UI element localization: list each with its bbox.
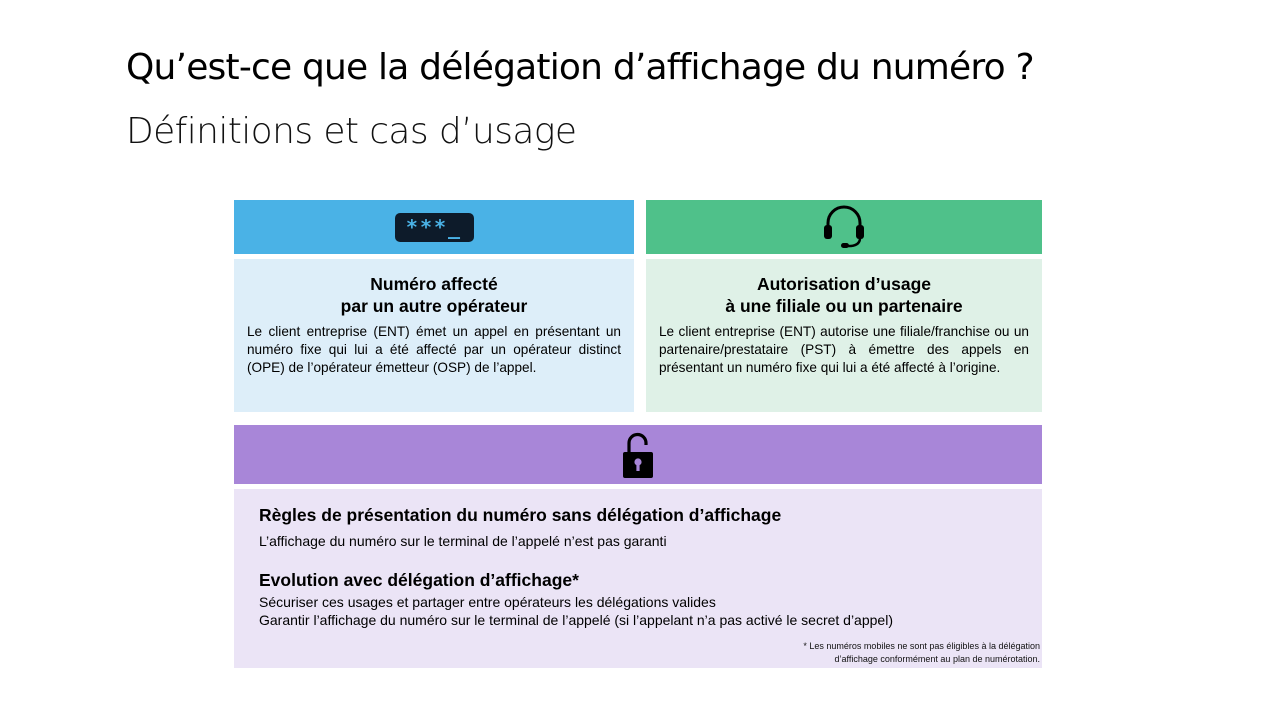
assigned-number-description: Le client entreprise (ENT) émet un appel en présentant un numéro fixe qui lui a été affecté par un opérateur distinct (OPE) de l’opérateur émetteur (OSP) de l’appel. [247,324,621,375]
password-stars-icon [395,213,474,242]
password-stars-text: ***_ [405,215,463,239]
rules-section2-title: Evolution avec délégation d’affichage* [259,570,579,590]
rules-section1-title: Règles de présentation du numéro sans délégation d’affichage [259,505,782,525]
usage-authorization-title-line2: à une filiale ou un partenaire [725,296,963,316]
assigned-number-header-band [234,200,634,254]
footnote-line2: d’affichage conformément au plan de numérotation. [834,654,1040,664]
usage-authorization-description: Le client entreprise (ENT) autorise une filiale/franchise ou un partenaire/prestataire (PST) à émettre des appels en présentant un numéro fixe qui lui a été affecté à l’origine. [659,324,1029,375]
rules-card [234,489,1042,668]
headset-icon [821,203,867,251]
usage-authorization-title [659,273,1029,317]
assigned-number-title-line1: Numéro affecté [370,274,498,294]
usage-authorization-title-line1: Autorisation d’usage [756,274,932,294]
rules-header-band [234,425,1042,484]
rules-section-without-delegation [259,504,1022,550]
assigned-number-title [247,273,621,317]
rules-section2-line2: Garantir l’affichage du numéro sur le terminal de l’appelé (si l’appelant n’a pas activé le secret d’appel) [259,612,893,628]
slide-title: Qu’est-ce que la délégation d’affichage du numéro ? [126,47,1034,88]
assigned-number-title-line2: par un autre opérateur [340,296,528,316]
rules-section-with-delegation [259,569,1022,629]
footnote-line1: * Les numéros mobiles ne sont pas éligibles à la délégation [803,641,1040,651]
usage-authorization-header-band [646,200,1042,254]
rules-section2-line1: Sécuriser ces usages et partager entre opérateurs les délégations valides [259,594,716,610]
rules-section1-line1: L’affichage du numéro sur le terminal de l’appelé n’est pas garanti [259,533,667,549]
unlocked-padlock-icon [620,430,656,480]
mobile-numbers-footnote [803,640,1040,666]
assigned-number-card [234,259,634,412]
slide-subtitle: Définitions et cas d’usage [126,111,577,152]
usage-authorization-card [646,259,1042,412]
